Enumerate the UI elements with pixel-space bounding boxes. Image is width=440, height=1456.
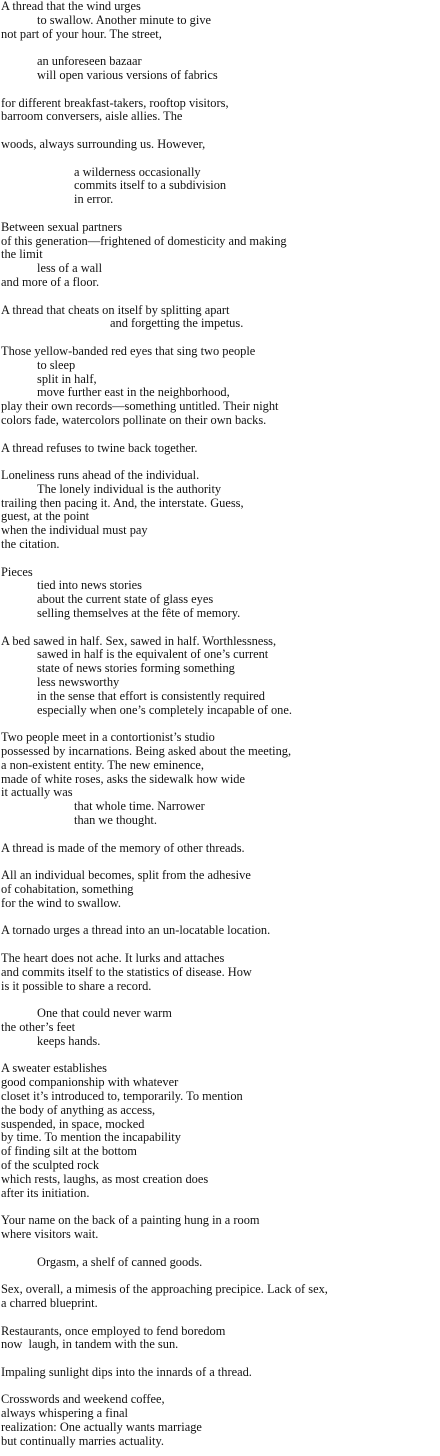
poem-line: sawed in half is the equivalent of one’s current	[37, 647, 269, 662]
poem-line: All an individual becomes, split from the adhesive	[1, 868, 251, 883]
stanza-break	[1, 1200, 440, 1214]
stanza-break	[1, 455, 440, 469]
stanza-break	[1, 152, 440, 166]
stanza-break	[1, 331, 440, 345]
poem-line: woods, always surrounding us. However,	[1, 136, 206, 151]
poem-line: for the wind to swallow.	[1, 895, 121, 910]
poem-line: A thread that cheats on itself by splitting apart	[1, 302, 230, 317]
stanza-break	[1, 621, 440, 635]
poem-line: that whole time. Narrower	[74, 799, 205, 814]
poem-line: a wilderness occasionally	[74, 164, 201, 179]
poem-line: keeps hands.	[37, 1033, 101, 1048]
poem-line: commits itself to a subdivision	[74, 178, 227, 193]
poem-line: the body of anything as access,	[1, 1102, 156, 1117]
poem-line: and forgetting the impetus.	[110, 316, 244, 331]
poem-line: Impaling sunlight dips into the innards of a thread.	[1, 1364, 252, 1379]
stanza-break	[1, 993, 440, 1007]
poem-line: Those yellow-banded red eyes that sing two people	[1, 343, 256, 358]
stanza-break	[1, 828, 440, 842]
poem-line: Restaurants, once employed to fend boredom	[1, 1323, 226, 1338]
stanza-break	[1, 207, 440, 221]
poem-line: for different breakfast-takers, rooftop visitors,	[1, 95, 229, 110]
poem-line: Your name on the back of a painting hung in a room	[1, 1213, 260, 1228]
poem-line: made of white roses, asks the sidewalk how wide	[1, 771, 245, 786]
poem-line: possessed by incarnations. Being asked about the meeting,	[1, 744, 292, 759]
poem-line: The lonely individual is the authority	[37, 481, 222, 496]
poem-line: suspended, in space, mocked	[1, 1116, 145, 1131]
poem-line: tied into news stories	[37, 578, 142, 593]
poem-line: colors fade, watercolors pollinate on their own backs.	[1, 412, 267, 427]
poem-line: Orgasm, a shelf of canned goods.	[37, 1254, 203, 1269]
poem-line: the citation.	[1, 537, 60, 552]
stanza-break	[1, 1380, 440, 1394]
poem-line: Sex, overall, a mimesis of the approaching precipice. Lack of sex,	[1, 1282, 328, 1297]
poem-line: when the individual must pay	[1, 523, 148, 538]
stanza-break	[1, 938, 440, 952]
poem-line: Crosswords and weekend coffee,	[1, 1392, 165, 1407]
stanza-break	[1, 717, 440, 731]
poem-line: and more of a floor.	[1, 274, 100, 289]
poem-line: good companionship with whatever	[1, 1075, 179, 1090]
poem-line: A thread is made of the memory of other threads.	[1, 840, 245, 855]
stanza-break	[1, 41, 440, 55]
poem-line: will open various versions of fabrics	[37, 67, 218, 82]
stanza-break	[1, 855, 440, 869]
poem-line: is it possible to share a record.	[1, 978, 152, 993]
poem-line: especially when one’s completely incapable of one.	[37, 702, 292, 717]
poem-line: realization: One actually wants marriage	[1, 1420, 202, 1435]
poem-line: guest, at the point	[1, 509, 90, 524]
poem-line: state of news stories forming something	[37, 661, 235, 676]
poem-line: A tornado urges a thread into an un-locatable location.	[1, 923, 271, 938]
poem-line: of cohabitation, something	[1, 882, 134, 896]
stanza-break	[1, 1049, 440, 1063]
stanza-break	[1, 428, 440, 442]
poem-line: in the sense that effort is consistently required	[37, 688, 265, 703]
poem-line: A thread that the wind urges	[1, 0, 141, 13]
stanza-break	[1, 1311, 440, 1325]
poem-line: barroom conversers, aisle allies. The	[1, 109, 183, 124]
poem-line: move further east in the neighborhood,	[37, 385, 230, 400]
poem-line: which rests, laughs, as most creation does	[1, 1171, 209, 1186]
stanza-break	[1, 911, 440, 925]
poem-line: trailing then pacing it. And, the interstate. Guess,	[1, 495, 244, 510]
stanza-break	[1, 124, 440, 138]
stanza-break	[1, 1352, 440, 1366]
poem-line: the other’s feet	[1, 1019, 76, 1034]
poem-line: not part of your hour. The street,	[1, 26, 162, 41]
poem-line: play their own records—something untitled. Their night	[1, 399, 279, 414]
poem-line: of this generation—frightened of domesticity and making	[1, 233, 287, 248]
stanza-break	[1, 552, 440, 566]
poem-line: Between sexual partners	[1, 219, 123, 234]
poem-line: about the current state of glass eyes	[37, 592, 214, 607]
poem-line: a charred blueprint.	[1, 1295, 98, 1310]
poem-line: A thread refuses to twine back together.	[1, 440, 198, 455]
poem-line: Loneliness runs ahead of the individual.	[1, 468, 200, 483]
poem-line: by time. To mention the incapability	[1, 1130, 181, 1145]
poem-line: where visitors wait.	[1, 1226, 99, 1241]
poem-line: split in half,	[37, 371, 97, 386]
poem-line: but continually marries actuality.	[1, 1433, 164, 1448]
stanza-break	[1, 83, 440, 97]
poem-line: to sleep	[37, 357, 76, 372]
poem-line: less of a wall	[37, 261, 103, 276]
poem-line: of finding silt at the bottom	[1, 1144, 137, 1159]
poem-line: Pieces	[1, 564, 33, 579]
poem-line: selling themselves at the fête of memory.	[37, 606, 241, 621]
stanza-break	[1, 290, 440, 304]
poem-line: Two people meet in a contortionist’s studio	[1, 730, 215, 745]
poem-line: an unforeseen bazaar	[37, 54, 142, 69]
poem-line: after its initiation.	[1, 1185, 90, 1200]
poem-line: A bed sawed in half. Sex, sawed in half. Worthlessness,	[1, 633, 277, 648]
poem-line: A sweater establishes	[1, 1061, 107, 1076]
poem-line: of the sculpted rock	[1, 1157, 100, 1172]
poem-line: closet it’s introduced to, temporarily. To mention	[1, 1088, 243, 1103]
stanza-break	[1, 1269, 440, 1283]
poem-line: a non-existent entity. The new eminence,	[1, 757, 204, 772]
poem-line: and commits itself to the statistics of disease. How	[1, 964, 252, 979]
poem-line: always whispering a final	[1, 1406, 128, 1421]
poem-line: The heart does not ache. It lurks and attaches	[1, 950, 225, 965]
poem-line: it actually was	[1, 785, 73, 800]
poem-line: in error.	[74, 192, 114, 207]
poem-line: now laugh, in tandem with the sun.	[1, 1337, 179, 1352]
stanza-break	[1, 1242, 440, 1256]
poem-line: than we thought.	[74, 813, 157, 828]
poem-line: to swallow. Another minute to give	[37, 12, 212, 27]
poem-line: One that could never warm	[37, 1006, 172, 1021]
poem-line: less newsworthy	[37, 675, 120, 690]
poem-line: the limit	[1, 247, 43, 262]
